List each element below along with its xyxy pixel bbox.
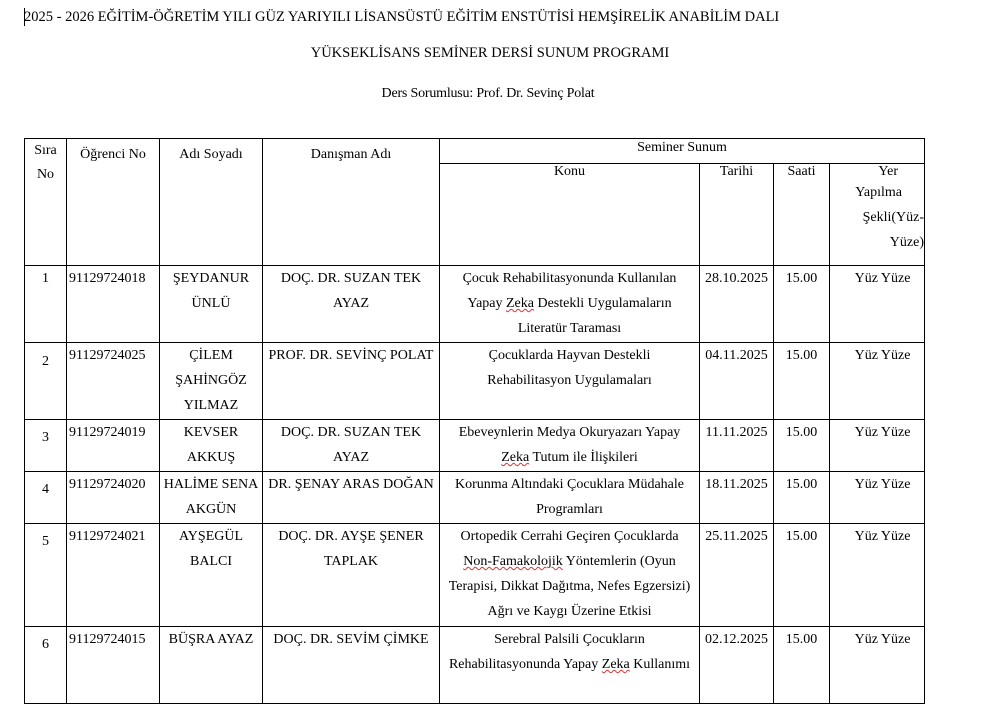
table-row: [25, 343, 925, 420]
cell-tarihi: 25.11.2025: [700, 524, 774, 627]
cell-konu-line3: Terapisi, Dikkat Dağıtma, Nefes Egzersizi): [448, 579, 691, 594]
cell-adi-soyadi: [160, 343, 263, 420]
cell-ad-line1: ŞEYDANUR: [172, 271, 250, 286]
konu-text: Rehabilitasyonunda Yapay: [448, 657, 602, 672]
cell-adi-soyadi: [160, 472, 263, 524]
cell-danisman: DR. ŞENAY ARAS DOĞAN: [263, 472, 440, 524]
cell-dan-line2: TAPLAK: [323, 554, 379, 569]
cell-konu-line1: Çocuk Rehabilitasyonunda Kullanılan: [462, 271, 677, 286]
cell-yer: Yüz Yüze: [830, 524, 925, 627]
cell-konu-line1: Serebral Palsili Çocukların: [494, 632, 645, 647]
cell-konu-line1: Çocuklarda Hayvan Destekli: [488, 348, 651, 363]
cell-ad-line3: YILMAZ: [183, 398, 239, 413]
cell-adi-soyadi: [160, 266, 263, 343]
cell-saati: 15.00: [774, 343, 830, 420]
cell-tarihi: 28.10.2025: [700, 266, 774, 343]
cell-ad-line2: ÜNLÜ: [191, 296, 231, 311]
cell-sira: 2: [25, 343, 67, 420]
cell-adi-soyadi: [160, 420, 263, 472]
cell-saati: 15.00: [774, 524, 830, 627]
cell-danisman: [263, 420, 440, 472]
header-tarihi: Tarihi: [700, 164, 774, 266]
konu-text: Yöntemlerin (Oyun: [562, 554, 676, 569]
table-row: [25, 420, 925, 472]
cell-saati: 15.00: [774, 266, 830, 343]
cell-konu: [440, 266, 700, 343]
course-responsible: Ders Sorumlusu: Prof. Dr. Sevinç Polat: [381, 86, 595, 101]
cell-ogrenci-no: 91129724020: [67, 472, 160, 524]
cell-yer: Yüz Yüze: [830, 627, 925, 704]
table-row: [25, 524, 925, 627]
cell-saati: 15.00: [774, 420, 830, 472]
cell-dan-line1: DOÇ. DR. SUZAN TEK: [280, 271, 422, 286]
cell-danisman: [263, 524, 440, 627]
cell-dan-line1: DOÇ. DR. AYŞE ŞENER: [278, 529, 424, 544]
cell-adi-soyadi: [160, 524, 263, 627]
cell-ad-line2: AKGÜN: [185, 502, 237, 517]
cell-konu-line1: Ortopedik Cerrahi Geçiren Çocuklarda: [460, 529, 679, 544]
konu-text: Destekli Uygulamaların: [533, 296, 672, 311]
document-heading-line1: 2025 - 2026 EĞİTİM-ÖĞRETİM YILI GÜZ YARIYILI LİSANSÜSTÜ EĞİTİM ENSTÜTİSİ HEMŞİRELİK ANABİLİM DALI: [24, 9, 780, 25]
cell-adi-soyadi: BÜŞRA AYAZ: [160, 627, 263, 704]
cell-ogrenci-no: 91129724015: [67, 627, 160, 704]
spellcheck-word: Zeka: [501, 450, 530, 465]
cell-yer: Yüz Yüze: [830, 420, 925, 472]
header-yer-line3: Şekli(Yüz-: [862, 210, 924, 225]
header-danisman: Danışman Adı: [263, 139, 440, 266]
cell-sira: 3: [25, 420, 67, 472]
konu-text: Kullanımı: [629, 657, 691, 672]
header-adi-soyadi: Adı Soyadı: [160, 139, 263, 266]
cell-konu-line3: Literatür Taraması: [517, 321, 622, 336]
cell-konu: [440, 420, 700, 472]
cell-ad-line1: ÇİLEM: [189, 348, 233, 363]
cell-konu-line2: [440, 549, 699, 574]
cell-konu-line4: Ağrı ve Kaygı Üzerine Etkisi: [487, 604, 652, 619]
cell-ad-line1: AYŞEGÜL: [178, 529, 244, 544]
header-yer-line1: Yer: [878, 164, 898, 179]
cell-ogrenci-no: 91129724019: [67, 420, 160, 472]
header-seminer-sunum: Seminer Sunum: [440, 139, 925, 164]
cell-konu-line2: [440, 652, 699, 677]
cell-konu-line2: Programları: [536, 502, 603, 517]
header-yer-line2: Yapılma: [855, 185, 902, 200]
header-sira-label: Sıra: [34, 143, 57, 158]
cell-ad-line1: KEVSER: [183, 425, 239, 440]
cell-sira: 6: [25, 627, 67, 704]
cell-konu: [440, 472, 700, 524]
cell-ad-line2: BALCI: [190, 554, 232, 569]
cell-yer: Yüz Yüze: [830, 343, 925, 420]
cell-konu: [440, 524, 700, 627]
cell-konu-line2: Rehabilitasyon Uygulamaları: [487, 373, 652, 388]
cell-konu-line1: Korunma Altındaki Çocuklara Müdahale: [455, 477, 684, 492]
header-yer-line4: Yüze): [889, 235, 924, 250]
header-ogrenci-no: Öğrenci No: [67, 139, 160, 266]
document-heading-line2: YÜKSEKLİSANS SEMİNER DERSİ SUNUM PROGRAMI: [310, 45, 670, 61]
cell-danisman: [263, 266, 440, 343]
header-yer: [830, 164, 925, 266]
spellcheck-word: Non-Famakolojik: [463, 554, 563, 569]
cell-sira: 4: [25, 472, 67, 524]
cell-ad-line2: AKKUŞ: [186, 450, 236, 465]
table-row: [25, 472, 925, 524]
table-row: [25, 627, 925, 704]
cell-konu-line2: [441, 445, 698, 470]
cell-sira: 1: [25, 266, 67, 343]
cell-dan-line2: AYAZ: [332, 450, 370, 465]
cell-tarihi: 11.11.2025: [700, 420, 774, 472]
cell-saati: 15.00: [774, 627, 830, 704]
cell-konu-line1: Ebeveynlerin Medya Okuryazarı Yapay: [458, 425, 681, 440]
seminar-schedule-table: [24, 138, 925, 704]
cell-yer: Yüz Yüze: [830, 266, 925, 343]
cell-tarihi: 04.11.2025: [700, 343, 774, 420]
cell-dan-line2: AYAZ: [332, 296, 370, 311]
header-konu: Konu: [440, 164, 700, 266]
cell-ogrenci-no: 91129724021: [67, 524, 160, 627]
cell-ad-line2: ŞAHİNGÖZ: [175, 373, 247, 388]
cell-tarihi: 18.11.2025: [700, 472, 774, 524]
spellcheck-word: Zeka: [601, 657, 630, 672]
konu-text: Tutum ile İlişkileri: [529, 450, 638, 465]
cell-dan-line1: DOÇ. DR. SUZAN TEK: [280, 425, 422, 440]
table-row: [25, 266, 925, 343]
konu-text: Yapay: [467, 296, 506, 311]
cell-ogrenci-no: 91129724025: [67, 343, 160, 420]
cell-konu: [440, 627, 700, 704]
cell-ogrenci-no: 91129724018: [67, 266, 160, 343]
header-saati: Saati: [774, 164, 830, 266]
cell-konu: [440, 343, 700, 420]
cell-danisman: PROF. DR. SEVİNÇ POLAT: [263, 343, 440, 420]
table-header-row: [25, 139, 925, 164]
header-no-label: No: [36, 167, 55, 182]
cell-saati: 15.00: [774, 472, 830, 524]
spellcheck-word: Zeka: [506, 296, 534, 311]
cell-yer: Yüz Yüze: [830, 472, 925, 524]
cell-sira: 5: [25, 524, 67, 627]
cell-konu-line2: [441, 291, 698, 316]
header-sira-no: [25, 139, 67, 266]
cell-tarihi: 02.12.2025: [700, 627, 774, 704]
cell-danisman: DOÇ. DR. SEVİM ÇİMKE: [263, 627, 440, 704]
cell-ad-line1: HALİME SENA: [163, 477, 259, 492]
